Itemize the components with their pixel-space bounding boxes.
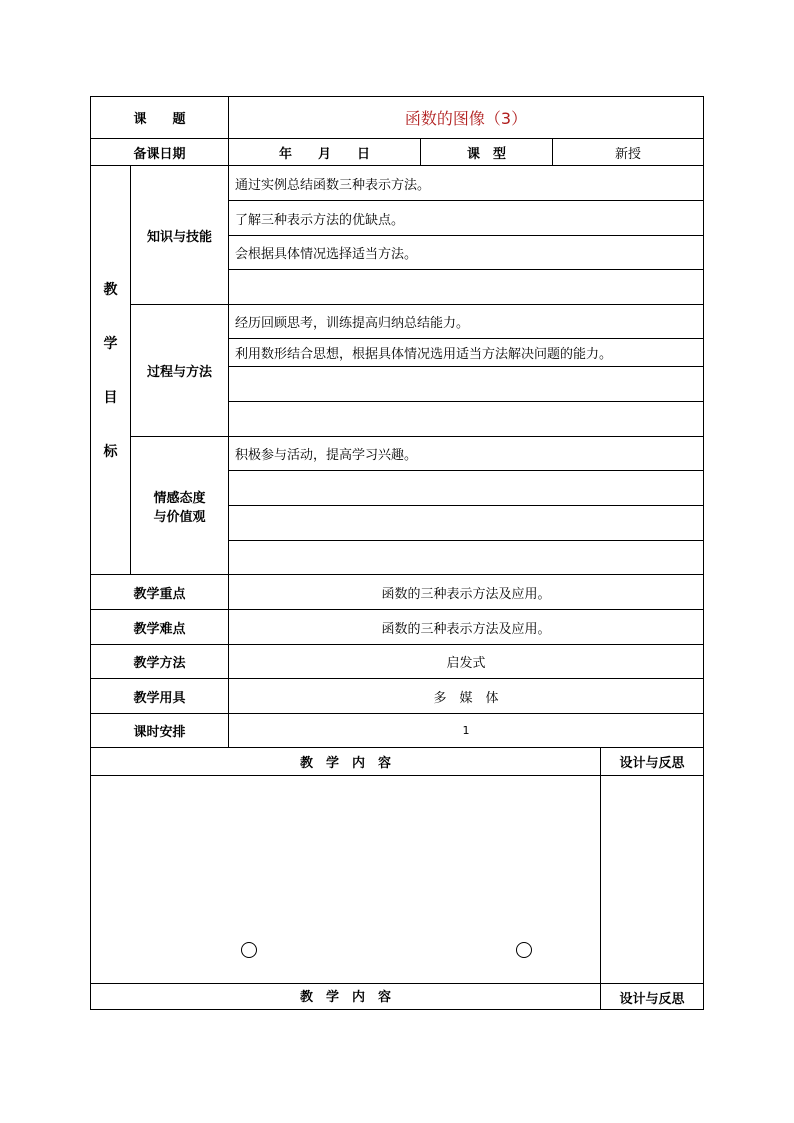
date-value: 年 月 日 — [278, 146, 370, 162]
emotion-item — [229, 506, 703, 540]
process-item: 经历回顾思考，训练提高归纳总结能力。 — [235, 316, 470, 331]
key-points-label: 教学重点 — [133, 586, 186, 602]
teaching-method-label: 教学方法 — [133, 656, 186, 671]
difficulties-label: 教学难点 — [133, 621, 186, 637]
objectives-char: 标 — [103, 444, 118, 460]
knowledge-item — [229, 270, 703, 304]
emotion-item: 积极参与活动，提高学习兴趣。 — [235, 448, 418, 463]
teaching-tools-value: 多 媒 体 — [433, 690, 499, 706]
knowledge-skills-label: 知识与技能 — [146, 229, 212, 245]
table-border-bottom — [90, 1009, 704, 1010]
objectives-group-label — [91, 166, 130, 574]
emotion-values-label — [131, 437, 228, 574]
reflection-footer: 设计与反思 — [619, 992, 685, 1007]
topic-label: 课 题 — [133, 112, 186, 127]
reflection-header: 设计与反思 — [619, 756, 685, 771]
process-item — [229, 367, 703, 401]
schedule-value: 1 — [462, 724, 470, 737]
emotion-values-label-line1: 情感态度 — [153, 490, 206, 506]
circle-mark — [241, 942, 257, 958]
process-item: 利用数形结合思想，根据具体情况选用适当方法解决问题的能力。 — [235, 347, 613, 362]
emotion-values-label-line2: 与价值观 — [153, 509, 206, 525]
lesson-title: 函数的图像（3） — [404, 109, 528, 128]
process-item — [229, 402, 703, 436]
difficulties-value: 函数的三种表示方法及应用。 — [381, 621, 551, 637]
objectives-char: 学 — [103, 336, 118, 352]
objectives-char: 教 — [103, 282, 118, 298]
emotion-item — [229, 541, 703, 574]
process-methods-label: 过程与方法 — [146, 365, 212, 380]
emotion-item — [229, 471, 703, 505]
table-border-right — [703, 96, 704, 1010]
knowledge-item: 通过实例总结函数三种表示方法。 — [235, 177, 431, 193]
teaching-method-value: 启发式 — [446, 656, 486, 671]
type-value: 新授 — [614, 146, 641, 162]
key-points-value: 函数的三种表示方法及应用。 — [381, 586, 551, 602]
prep-date-label: 备课日期 — [133, 146, 186, 162]
knowledge-item: 了解三种表示方法的优缺点。 — [235, 212, 405, 228]
type-label: 课 型 — [466, 146, 506, 162]
knowledge-item: 会根据具体情况选择适当方法。 — [235, 247, 418, 262]
content-footer: 教 学 内 容 — [299, 989, 391, 1005]
objectives-char: 目 — [103, 390, 118, 406]
reflection-area — [601, 776, 703, 983]
circle-mark — [516, 942, 532, 958]
content-header: 教 学 内 容 — [299, 756, 391, 771]
teaching-tools-label: 教学用具 — [133, 690, 186, 706]
schedule-label: 课时安排 — [133, 725, 186, 740]
